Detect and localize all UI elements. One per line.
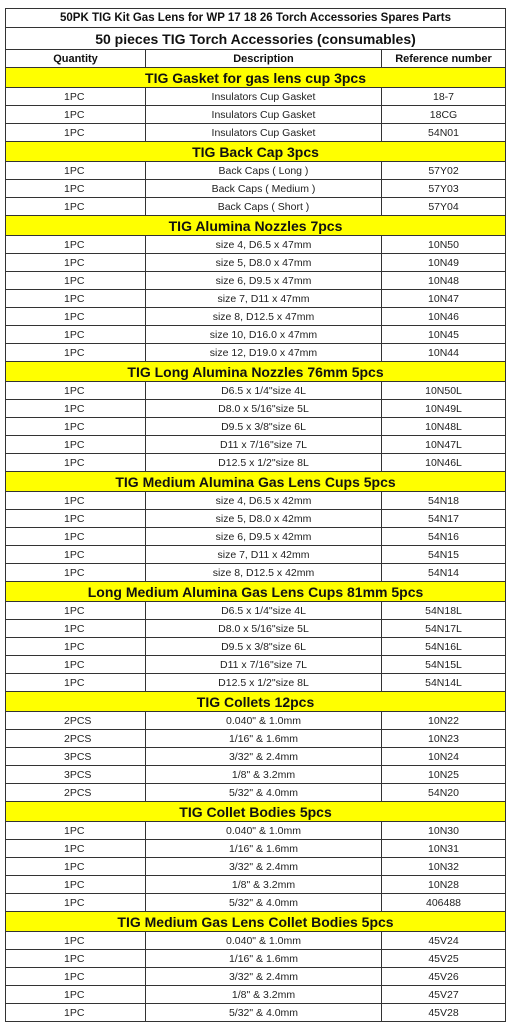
table-row: [6, 638, 506, 656]
parts-table: [5, 8, 506, 1022]
cell-description: size 6, D9.5 x 42mm: [146, 528, 382, 546]
subtitle-row: [6, 28, 506, 50]
cell-reference: 10N22: [382, 712, 506, 730]
cell-description: D9.5 x 3/8"size 6L: [146, 418, 382, 436]
cell-description: Back Caps ( Medium ): [146, 180, 382, 198]
cell-quantity: 1PC: [6, 986, 146, 1004]
cell-reference: 10N48L: [382, 418, 506, 436]
table-row: [6, 400, 506, 418]
cell-quantity: 1PC: [6, 454, 146, 472]
table-row: [6, 344, 506, 362]
table-row: [6, 656, 506, 674]
cell-quantity: 1PC: [6, 656, 146, 674]
cell-description: size 10, D16.0 x 47mm: [146, 326, 382, 344]
column-header-quantity: Quantity: [6, 50, 146, 68]
table-row: [6, 492, 506, 510]
cell-quantity: 1PC: [6, 674, 146, 692]
cell-quantity: 1PC: [6, 326, 146, 344]
section-heading-row: [6, 68, 506, 88]
table-row: [6, 236, 506, 254]
cell-reference: 54N15: [382, 546, 506, 564]
cell-quantity: 1PC: [6, 436, 146, 454]
table-row: [6, 858, 506, 876]
cell-reference: 18-7: [382, 88, 506, 106]
cell-description: D8.0 x 5/16"size 5L: [146, 620, 382, 638]
table-row: [6, 198, 506, 216]
cell-quantity: 1PC: [6, 510, 146, 528]
table-row: [6, 454, 506, 472]
table-row: [6, 712, 506, 730]
cell-description: size 8, D12.5 x 42mm: [146, 564, 382, 582]
cell-reference: 54N15L: [382, 656, 506, 674]
column-header-description: Description: [146, 50, 382, 68]
section-heading-row: [6, 692, 506, 712]
cell-quantity: 3PCS: [6, 748, 146, 766]
table-row: [6, 290, 506, 308]
cell-reference: 57Y02: [382, 162, 506, 180]
table-row: [6, 382, 506, 400]
table-row: [6, 876, 506, 894]
cell-description: 3/32" & 2.4mm: [146, 858, 382, 876]
table-row: [6, 620, 506, 638]
cell-description: D8.0 x 5/16"size 5L: [146, 400, 382, 418]
cell-quantity: 1PC: [6, 564, 146, 582]
table-row: [6, 730, 506, 748]
cell-reference: 54N14: [382, 564, 506, 582]
cell-description: 1/16" & 1.6mm: [146, 840, 382, 858]
table-row: [6, 932, 506, 950]
cell-description: D12.5 x 1/2"size 8L: [146, 454, 382, 472]
cell-reference: 10N47: [382, 290, 506, 308]
cell-description: 1/8" & 3.2mm: [146, 766, 382, 784]
cell-reference: 54N01: [382, 124, 506, 142]
table-row: [6, 272, 506, 290]
cell-description: 3/32" & 2.4mm: [146, 748, 382, 766]
cell-quantity: 1PC: [6, 308, 146, 326]
cell-description: size 5, D8.0 x 47mm: [146, 254, 382, 272]
cell-quantity: 3PCS: [6, 766, 146, 784]
cell-quantity: 1PC: [6, 106, 146, 124]
cell-quantity: 1PC: [6, 236, 146, 254]
cell-quantity: 1PC: [6, 88, 146, 106]
cell-reference: 45V26: [382, 968, 506, 986]
cell-description: size 4, D6.5 x 42mm: [146, 492, 382, 510]
cell-description: size 7, D11 x 47mm: [146, 290, 382, 308]
table-row: [6, 106, 506, 124]
section-heading-row: [6, 582, 506, 602]
cell-reference: 10N49: [382, 254, 506, 272]
page-title: 50PK TIG Kit Gas Lens for WP 17 18 26 Torch Accessories Spares Parts: [6, 9, 506, 28]
cell-reference: 18CG: [382, 106, 506, 124]
cell-description: D6.5 x 1/4"size 4L: [146, 382, 382, 400]
section-heading: TIG Medium Alumina Gas Lens Cups 5pcs: [6, 472, 506, 492]
cell-quantity: 1PC: [6, 620, 146, 638]
cell-description: 1/16" & 1.6mm: [146, 950, 382, 968]
cell-description: D11 x 7/16"size 7L: [146, 656, 382, 674]
cell-quantity: 1PC: [6, 950, 146, 968]
table-row: [6, 510, 506, 528]
cell-reference: 10N48: [382, 272, 506, 290]
cell-description: size 12, D19.0 x 47mm: [146, 344, 382, 362]
cell-reference: 10N49L: [382, 400, 506, 418]
cell-quantity: 1PC: [6, 546, 146, 564]
cell-reference: 10N32: [382, 858, 506, 876]
cell-description: 1/8" & 3.2mm: [146, 986, 382, 1004]
cell-quantity: 1PC: [6, 932, 146, 950]
cell-description: 0.040" & 1.0mm: [146, 822, 382, 840]
cell-quantity: 1PC: [6, 344, 146, 362]
cell-reference: 10N47L: [382, 436, 506, 454]
cell-quantity: 1PC: [6, 528, 146, 546]
cell-reference: 10N31: [382, 840, 506, 858]
table-row: [6, 326, 506, 344]
section-heading-row: [6, 802, 506, 822]
table-row: [6, 968, 506, 986]
cell-reference: 10N50: [382, 236, 506, 254]
cell-reference: 10N23: [382, 730, 506, 748]
cell-quantity: 2PCS: [6, 712, 146, 730]
cell-reference: 10N45: [382, 326, 506, 344]
cell-description: 5/32" & 4.0mm: [146, 1004, 382, 1022]
cell-quantity: 1PC: [6, 180, 146, 198]
table-row: [6, 162, 506, 180]
cell-reference: 10N30: [382, 822, 506, 840]
cell-quantity: 1PC: [6, 382, 146, 400]
column-header-reference: Reference number: [382, 50, 506, 68]
column-header-row: [6, 50, 506, 68]
cell-description: size 7, D11 x 42mm: [146, 546, 382, 564]
cell-description: D9.5 x 3/8"size 6L: [146, 638, 382, 656]
section-heading: TIG Alumina Nozzles 7pcs: [6, 216, 506, 236]
cell-reference: 45V24: [382, 932, 506, 950]
cell-description: 1/16" & 1.6mm: [146, 730, 382, 748]
cell-reference: 45V28: [382, 1004, 506, 1022]
cell-description: size 8, D12.5 x 47mm: [146, 308, 382, 326]
cell-description: 3/32" & 2.4mm: [146, 968, 382, 986]
cell-description: size 5, D8.0 x 42mm: [146, 510, 382, 528]
cell-reference: 406488: [382, 894, 506, 912]
cell-quantity: 1PC: [6, 638, 146, 656]
cell-description: D12.5 x 1/2"size 8L: [146, 674, 382, 692]
cell-reference: 54N14L: [382, 674, 506, 692]
cell-quantity: 1PC: [6, 254, 146, 272]
section-heading-row: [6, 142, 506, 162]
cell-reference: 45V27: [382, 986, 506, 1004]
table-row: [6, 436, 506, 454]
table-row: [6, 308, 506, 326]
section-heading: Long Medium Alumina Gas Lens Cups 81mm 5pcs: [6, 582, 506, 602]
cell-reference: 54N16: [382, 528, 506, 546]
table-row: [6, 546, 506, 564]
cell-reference: 54N20: [382, 784, 506, 802]
cell-quantity: 1PC: [6, 272, 146, 290]
cell-description: 1/8" & 3.2mm: [146, 876, 382, 894]
cell-description: D6.5 x 1/4"size 4L: [146, 602, 382, 620]
cell-quantity: 1PC: [6, 840, 146, 858]
section-heading: TIG Collet Bodies 5pcs: [6, 802, 506, 822]
section-heading-row: [6, 362, 506, 382]
section-heading: TIG Back Cap 3pcs: [6, 142, 506, 162]
cell-description: Back Caps ( Long ): [146, 162, 382, 180]
cell-quantity: 1PC: [6, 418, 146, 436]
table-row: [6, 674, 506, 692]
parts-sheet: [5, 8, 505, 1022]
cell-description: size 4, D6.5 x 47mm: [146, 236, 382, 254]
cell-quantity: 1PC: [6, 400, 146, 418]
cell-reference: 54N18L: [382, 602, 506, 620]
cell-quantity: 1PC: [6, 492, 146, 510]
cell-description: 5/32" & 4.0mm: [146, 784, 382, 802]
cell-quantity: 1PC: [6, 858, 146, 876]
cell-reference: 10N25: [382, 766, 506, 784]
cell-description: 0.040" & 1.0mm: [146, 712, 382, 730]
cell-quantity: 1PC: [6, 822, 146, 840]
cell-quantity: 1PC: [6, 290, 146, 308]
table-row: [6, 986, 506, 1004]
cell-quantity: 1PC: [6, 876, 146, 894]
cell-reference: 10N28: [382, 876, 506, 894]
cell-description: Insulators Cup Gasket: [146, 106, 382, 124]
section-heading: TIG Long Alumina Nozzles 76mm 5pcs: [6, 362, 506, 382]
table-row: [6, 894, 506, 912]
cell-quantity: 1PC: [6, 162, 146, 180]
cell-reference: 10N44: [382, 344, 506, 362]
cell-reference: 54N18: [382, 492, 506, 510]
cell-description: 5/32" & 4.0mm: [146, 894, 382, 912]
section-heading: TIG Collets 12pcs: [6, 692, 506, 712]
table-row: [6, 1004, 506, 1022]
cell-quantity: 1PC: [6, 1004, 146, 1022]
table-row: [6, 564, 506, 582]
cell-quantity: 1PC: [6, 198, 146, 216]
table-row: [6, 180, 506, 198]
cell-reference: 10N24: [382, 748, 506, 766]
table-row: [6, 528, 506, 546]
table-row: [6, 766, 506, 784]
parts-table-body: [6, 9, 506, 1022]
table-row: [6, 822, 506, 840]
section-heading-row: [6, 472, 506, 492]
cell-reference: 10N46: [382, 308, 506, 326]
cell-quantity: 1PC: [6, 124, 146, 142]
section-heading-row: [6, 912, 506, 932]
cell-reference: 57Y03: [382, 180, 506, 198]
cell-description: D11 x 7/16"size 7L: [146, 436, 382, 454]
cell-reference: 54N17: [382, 510, 506, 528]
table-row: [6, 88, 506, 106]
table-row: [6, 418, 506, 436]
table-row: [6, 124, 506, 142]
cell-reference: 57Y04: [382, 198, 506, 216]
cell-description: Back Caps ( Short ): [146, 198, 382, 216]
cell-description: 0.040" & 1.0mm: [146, 932, 382, 950]
cell-reference: 54N16L: [382, 638, 506, 656]
table-row: [6, 950, 506, 968]
table-row: [6, 748, 506, 766]
table-row: [6, 784, 506, 802]
cell-description: Insulators Cup Gasket: [146, 88, 382, 106]
cell-description: Insulators Cup Gasket: [146, 124, 382, 142]
table-row: [6, 254, 506, 272]
cell-quantity: 2PCS: [6, 784, 146, 802]
section-heading-row: [6, 216, 506, 236]
cell-reference: 45V25: [382, 950, 506, 968]
title-row: [6, 9, 506, 28]
section-heading: TIG Gasket for gas lens cup 3pcs: [6, 68, 506, 88]
cell-reference: 10N46L: [382, 454, 506, 472]
cell-quantity: 1PC: [6, 894, 146, 912]
cell-reference: 54N17L: [382, 620, 506, 638]
table-row: [6, 602, 506, 620]
page-subtitle: 50 pieces TIG Torch Accessories (consumables): [6, 28, 506, 50]
cell-description: size 6, D9.5 x 47mm: [146, 272, 382, 290]
table-row: [6, 840, 506, 858]
cell-reference: 10N50L: [382, 382, 506, 400]
cell-quantity: 1PC: [6, 602, 146, 620]
section-heading: TIG Medium Gas Lens Collet Bodies 5pcs: [6, 912, 506, 932]
cell-quantity: 1PC: [6, 968, 146, 986]
cell-quantity: 2PCS: [6, 730, 146, 748]
